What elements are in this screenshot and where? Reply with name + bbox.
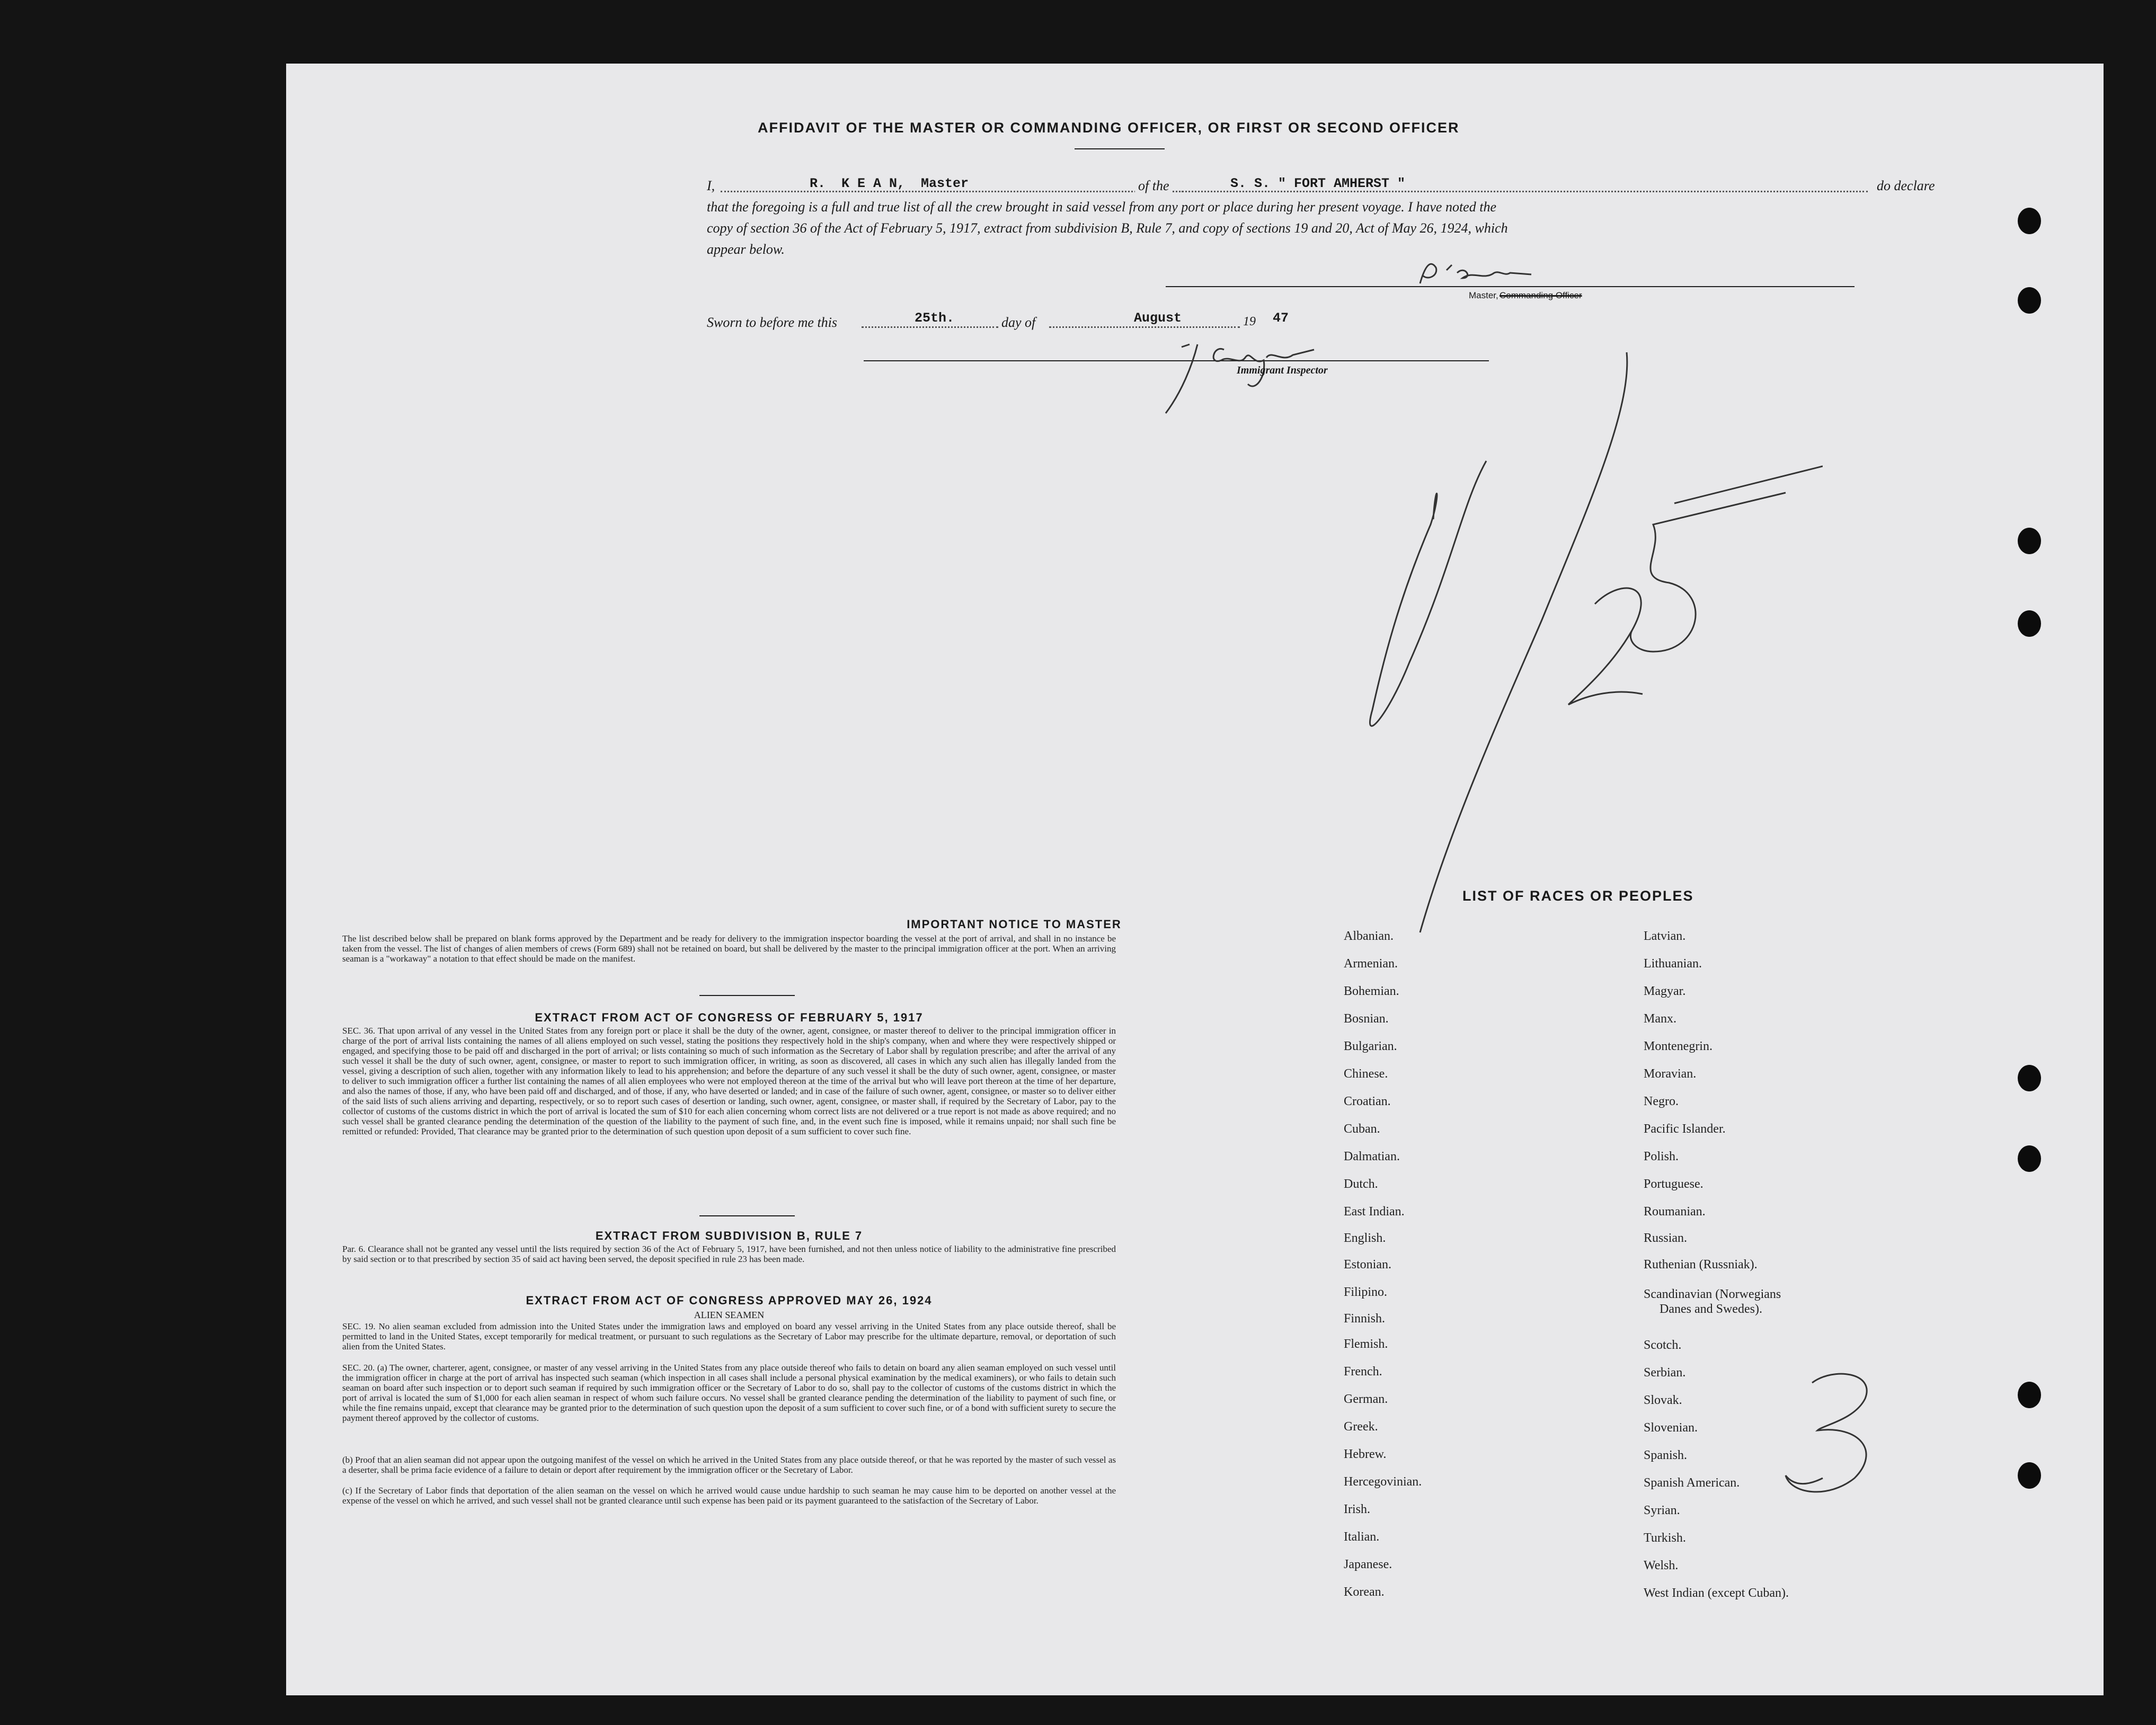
extract-rule [699,1215,795,1216]
race-item: Russian. [1644,1231,1688,1245]
race-item: Spanish. [1644,1448,1688,1462]
affidavit-line-2: that the foregoing is a full and true list of all the crew brought in said vessel from any port or place during her present voyage. I have noted the [707,199,1496,215]
of-the-label: of the [1135,178,1173,194]
race-item: Bulgarian. [1344,1039,1397,1053]
race-item: Serbian. [1644,1366,1686,1380]
punch-hole [2018,528,2041,554]
race-item: Bohemian. [1344,984,1399,998]
race-item: Welsh. [1644,1559,1679,1572]
race-item: Moravian. [1644,1067,1697,1081]
punch-hole [2018,1065,2041,1091]
race-item: Slovak. [1644,1393,1682,1407]
races-title: LIST OF RACES OR PEOPLES [1462,888,1694,904]
month-blank [1049,326,1240,328]
do-declare-label: do declare [1877,178,1935,193]
sworn-month: August [1134,310,1182,326]
sworn-day: 25th. [915,310,955,326]
race-item: Albanian. [1344,929,1394,943]
extract-1924-title: EXTRACT FROM ACT OF CONGRESS APPROVED MAY 26, 1924 [526,1294,933,1307]
year-prefix: 19 [1243,315,1256,328]
sec-20c-body: (c) If the Secretary of Labor finds that deportation of the alien seaman on the vessel on which he arrived would cause undue hardship to such seaman he may cause him to be deported on another vessel at the expense of the vessel on which he arrived, and such vessel shall not be granted clearance until such expense has been paid or its payment guaranteed to the satisfaction of the Secretary of Labor. [342,1486,1116,1506]
race-item: Finnish. [1344,1312,1386,1326]
sec-19-body: SEC. 19. No alien seaman excluded from admission into the United States under the immigration laws and employed on board any vessel arriving in the United States from any place outside thereof, shall be permitted to land in the United States, except temporarily for medical treatment, or pursuant to such regulations as the Secretary of Labor may prescribe for the ultimate departure, removal, or deportation of such alien from the United States. [342,1321,1116,1351]
race-item: Pacific Islander. [1644,1122,1726,1136]
race-item: Dutch. [1344,1177,1378,1191]
race-item: Flemish. [1344,1337,1388,1351]
sworn-year: 47 [1273,310,1289,326]
master-signature [1415,254,1542,291]
vessel-name: S. S. " FORT AMHERST " [1230,176,1406,191]
subdivision-title: EXTRACT FROM SUBDIVISION B, RULE 7 [595,1229,863,1242]
sworn-label: Sworn to before me this [707,315,838,330]
race-item: Hercegovinian. [1344,1475,1422,1489]
sec-20a-body: SEC. 20. (a) The owner, charterer, agent, consignee, or master of any vessel arriving in the United States from any place outside thereof who fails to detain on board any alien seaman employed on such vessel until the immigration officer in charge at the port of arrival has inspected such seaman (which inspection in all cases shall include a personal physical examination by the medical examiners), or who fails to detain such seaman on board after such inspection or to deport such seaman if required by such immigration officer or the Secretary of Labor to do so, shall pay to the collector of customs of the customs district in which the port of arrival is located the sum of $1,000 for each alien seaman in respect of whom such failure occurs. No vessel shall be granted clearance pending the determination of the liability to payment of such fine, or while the fine remains unpaid, except that clearance may be granted prior to the determination of such question upon the deposit of a sum sufficient to cover such fine, or of a bond with sufficient surety to secure the payment thereof approved by the collector of customs. [342,1363,1116,1423]
race-item: Greek. [1344,1420,1378,1434]
race-item: Cuban. [1344,1122,1380,1136]
punch-hole [2018,610,2041,637]
title-rule [1075,148,1165,149]
race-item: Scandinavian (Norwegians [1644,1287,1781,1301]
race-item: Spanish American. [1644,1476,1740,1490]
race-item: Syrian. [1644,1504,1680,1517]
race-item: Italian. [1344,1530,1380,1544]
notice-rule [699,995,795,996]
race-item: Estonian. [1344,1258,1391,1271]
race-item: Korean. [1344,1585,1385,1599]
race-item: West Indian (except Cuban). [1644,1586,1789,1600]
race-item: Negro. [1644,1095,1679,1108]
race-item: Slovenian. [1644,1421,1698,1435]
punch-hole [2018,1462,2041,1489]
race-item: Hebrew. [1344,1447,1387,1461]
race-item: Croatian. [1344,1095,1391,1108]
subdivision-body: Par. 6. Clearance shall not be granted any vessel until the lists required by section 36 of the Act of February 5, 1917, have been furnished, and not then unless notice of liability to the administrative fine prescribed by said section or to that prescribed by section 35 of said act having been served, the deposit specified in rule 23 has been made. [342,1244,1116,1264]
handwritten-date [1293,344,1823,948]
race-item: Filipino. [1344,1285,1388,1299]
race-item: Scotch. [1644,1338,1682,1352]
race-item: Portuguese. [1644,1177,1703,1191]
race-item: German. [1344,1392,1388,1406]
race-item: East Indian. [1344,1205,1405,1219]
inspector-label: Immigrant Inspector [1237,364,1328,376]
affidavit-title: AFFIDAVIT OF THE MASTER OR COMMANDING OFFICER, OR FIRST OR SECOND OFFICER [758,120,1460,136]
alien-seamen-subtitle: ALIEN SEAMEN [694,1310,765,1320]
notice-title: IMPORTANT NOTICE TO MASTER [907,918,1122,931]
race-item: Dalmatian. [1344,1150,1400,1163]
race-item: French. [1344,1365,1382,1379]
extract-1917-body: SEC. 36. That upon arrival of any vessel in the United States from any foreign port or place it shall be the duty of the owner, agent, consignee, or master thereof to deliver to the principal immigration officer in charge of the port of arrival lists containing the names of all aliens employed on such vessel, stating the positions they respectively hold in the ship's company, when and where they were respectively shipped or engaged, and specifying those to be paid off and discharged in the port of arrival; or lists containing so much of such information as the Secretary of Labor shall by regulation prescribe; and after the arrival of any such vessel it shall be the duty of such owner, agent, consignee, or master to report to such immigration officer, in writing, as soon as discovered, all cases in which any such alien has illegally landed from the vessel, giving a description of such alien, together with any information likely to lead to his apprehension; and before the departure of any such vessel it shall be the duty of such owner, agent, consignee, or master to deliver to such immigration officer a further list containing the names of all alien employees who were not employed thereon at the time of the arrival but who will leave port thereon at the time of her departure, and also the names of those, if any, who have been paid off and discharged, and of those, if any, who have deserted or landed; and in case of the failure of such owner, agent, consignee, or master so to deliver either of the said lists of such aliens arriving and departing, respectively, or so to report such cases of desertion or landing, such owner, agent, consignee, or master shall, if required by the Secretary of Labor, pay to the collector of customs of the customs district in which the port of arrival is located the sum of $10 for each alien concerning whom correct lists are not delivered or a true report is not made as above required; and no such vessel shall be granted clearance pending the determination of the question of the liability to the payment of such fine, and, in the event such fine is imposed, while it remains unpaid; nor shall such fine be remitted or refunded: Provided, That clearance may be granted prior to the determination of such question upon deposit of a sum sufficient to cover such fine. [342,1026,1116,1136]
race-item: Montenegrin. [1644,1039,1713,1053]
race-item: Chinese. [1344,1067,1388,1081]
sec-20b-body: (b) Proof that an alien seaman did not appear upon the outgoing manifest of the vessel on which he arrived in the United States from any place outside thereof, or that he was reported by the master of such vessel as a deserter, shall be prima facie evidence of a failure to detain or deport after requirement by the immigration officer or the Secretary of Labor. [342,1455,1116,1475]
punch-hole [2018,208,2041,234]
master-label: Master, [1469,290,1498,300]
affidavit-line-4: appear below. [707,242,785,257]
extract-1917-title: EXTRACT FROM ACT OF CONGRESS OF FEBRUARY 5, 1917 [535,1011,924,1024]
race-item: Bosnian. [1344,1012,1389,1026]
master-name: R. K E A N, Master [810,176,969,191]
race-item: Magyar. [1644,984,1686,998]
race-item: Japanese. [1344,1558,1392,1571]
race-item: Lithuanian. [1644,957,1702,971]
race-item: Latvian. [1644,929,1686,943]
race-item: Roumanian. [1644,1205,1706,1219]
affidavit-i-label: I, [707,178,715,193]
race-item: Ruthenian (Russniak). [1644,1258,1758,1271]
day-blank [862,326,998,328]
race-item: Danes and Swedes). [1660,1302,1762,1316]
punch-hole [2018,287,2041,314]
document-page [286,64,2104,1695]
race-item: Irish. [1344,1502,1370,1516]
day-of-label: day of [1001,315,1036,330]
race-item: Manx. [1644,1012,1676,1026]
handwritten-tally [1775,1362,1902,1499]
affidavit-line-3: copy of section 36 of the Act of February 5, 1917, extract from subdivision B, Rule 7, and copy of sections 19 and 20, Act of May 26, 1924, which [707,220,1508,236]
race-item: Turkish. [1644,1531,1686,1545]
notice-body: The list described below shall be prepared on blank forms approved by the Department and be ready for delivery to the immigration inspector boarding the vessel at the port of arrival, and shall in no instance be taken from the vessel. The list of changes of alien members of crews (Form 689) shall not be retained on board, but shall be delivered by the master to the principal immigration officer at the port. When an arriving seaman is a "workaway" a notation to that effect should be made on the manifest. [342,933,1116,964]
race-item: Polish. [1644,1150,1679,1163]
struck-officer-label: Commanding Officer [1500,290,1582,300]
race-item: Armenian. [1344,957,1398,971]
punch-hole [2018,1145,2041,1172]
race-item: English. [1344,1231,1386,1245]
punch-hole [2018,1382,2041,1408]
